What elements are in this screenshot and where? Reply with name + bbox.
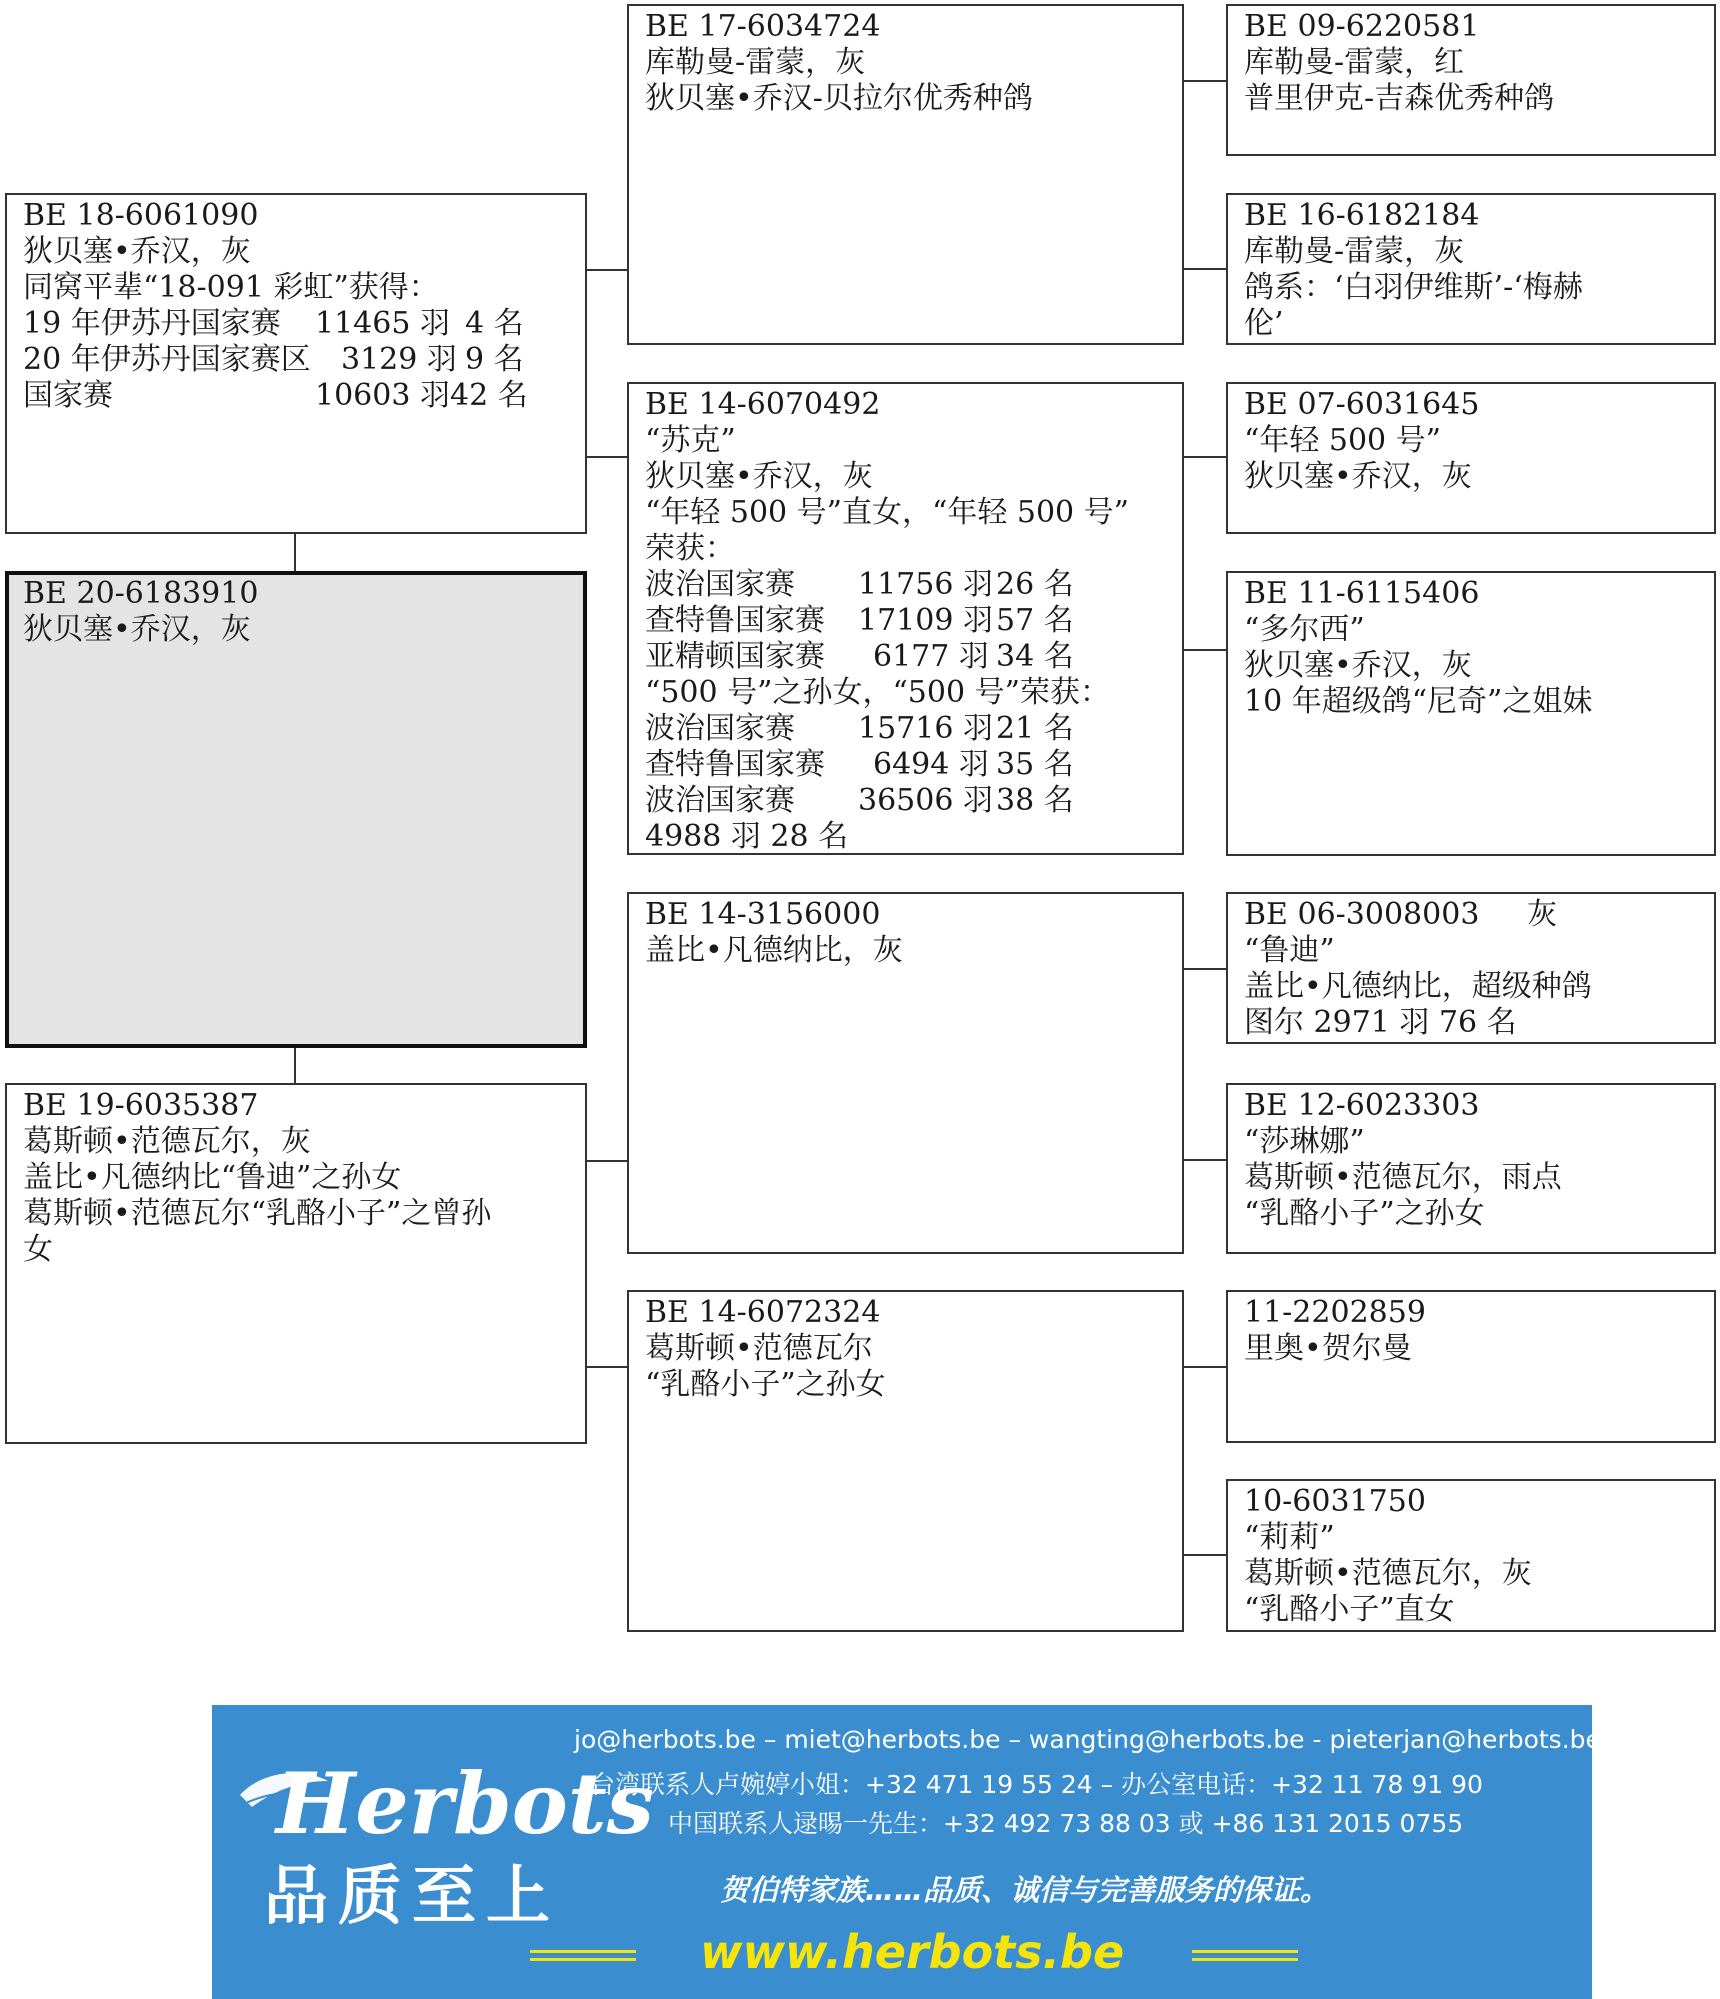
ring-number: 11-2202859 (1244, 1295, 1426, 1330)
note: 女 (23, 1232, 53, 1267)
ring-number: BE 11-6115406 (1244, 576, 1480, 611)
breeder-color: 盖比•凡德纳比，灰 (645, 933, 903, 968)
note: 狄贝塞•乔汉-贝拉尔优秀种鸽 (645, 81, 1033, 116)
tagline: 贺伯特家族……品质、诚信与完善服务的保证。 (720, 1873, 1330, 1907)
ring-number: BE 18-6061090 (23, 198, 259, 233)
breeder-color: 葛斯顿•范德瓦尔，雨点 (1244, 1160, 1562, 1195)
connector (294, 1047, 296, 1084)
sire-sire-dam-card (1226, 193, 1716, 345)
placement: 9 名 (465, 342, 524, 377)
connector (584, 269, 629, 271)
pigeon-name: “莎琳娜” (1244, 1124, 1365, 1159)
connector (584, 1160, 629, 1162)
race-name: 波治国家赛 (645, 567, 795, 602)
sire-dam-card (627, 382, 1184, 855)
breeder-color: 库勒曼-雷蒙，红 (1244, 45, 1465, 80)
dam-card (5, 1083, 587, 1444)
bird-count: 6177 羽 (873, 639, 989, 674)
pigeon-name: “年轻 500 号” (1244, 423, 1442, 458)
breeder-color: 葛斯顿•范德瓦尔 (645, 1331, 873, 1366)
sire-sire-sire-card (1226, 4, 1716, 156)
note: “500 号”之孙女，“500 号”荣获： (645, 675, 1110, 710)
race-name: 波治国家赛 (645, 711, 795, 746)
note: “乳酪小子”之孙女 (645, 1367, 886, 1402)
breeder-color: 库勒曼-雷蒙，灰 (645, 45, 866, 80)
decorative-rule (530, 1958, 636, 1961)
race-name: 19 年伊苏丹国家赛 (23, 306, 281, 341)
bird-count: 11756 羽 (858, 567, 993, 602)
website-link[interactable]: www.herbots.be (700, 1925, 1125, 1979)
ring-number: BE 20-6183910 (23, 576, 259, 611)
ring-number: BE 17-6034724 (645, 9, 881, 44)
result-row (645, 711, 1166, 747)
china-contact: 中国联系人逯晹一先生：+32 492 73 88 03 或 +86 131 2015 0755 (668, 1809, 1464, 1838)
race-name: 查特鲁国家赛 (645, 603, 825, 638)
placement: 42 名 (450, 378, 528, 413)
pigeon-name: “鲁迪” (1244, 933, 1335, 968)
placement: 21 名 (996, 711, 1074, 746)
note: 10 年超级鸽“尼奇”之姐妹 (1244, 684, 1593, 719)
dam-sire-card (627, 892, 1184, 1254)
email-line: jo@herbots.be – miet@herbots.be – wangting@herbots.be - pieterjan@herbots.be (574, 1725, 1601, 1754)
taiwan-contact: 台湾联系人卢婉婷小姐：+32 471 19 55 24 – 办公室电话：+32 11 78 91 90 (590, 1770, 1483, 1799)
herbots-logo (232, 1741, 654, 1861)
note: 同窝平辈“18-091 彩虹”获得： (23, 270, 439, 305)
connector (1182, 456, 1227, 458)
breeder-color: 狄贝塞•乔汉，灰 (645, 459, 873, 494)
note: 荣获： (645, 531, 735, 566)
result-row (645, 639, 1166, 675)
breeder-color: 盖比•凡德纳比，超级种鸽 (1244, 969, 1592, 1004)
breeder-color: 狄贝塞•乔汉，灰 (1244, 459, 1472, 494)
decorative-rule (1192, 1950, 1298, 1953)
subject-pigeon-card (5, 571, 587, 1048)
connector (584, 456, 629, 458)
breeder-color: 狄贝塞•乔汉，灰 (1244, 648, 1472, 683)
note: 普里伊克-吉森优秀种鸽 (1244, 81, 1555, 116)
breeder-color: 狄贝塞•乔汉，灰 (23, 234, 251, 269)
ring-number: BE 14-6072324 (645, 1295, 881, 1330)
feather-icon (232, 1741, 654, 1861)
result-row (645, 603, 1166, 639)
breeder-color: 里奥•贺尔曼 (1244, 1331, 1412, 1366)
connector (1182, 649, 1227, 651)
breeder-color: 葛斯顿•范德瓦尔，灰 (1244, 1556, 1532, 1591)
ring-number: BE 16-6182184 (1244, 198, 1480, 233)
decorative-rule (530, 1950, 636, 1953)
ring-number: BE 19-6035387 (23, 1088, 259, 1123)
breeder-color: 库勒曼-雷蒙，灰 (1244, 234, 1465, 269)
placement: 26 名 (996, 567, 1074, 602)
note: “年轻 500 号”直女，“年轻 500 号” (645, 495, 1130, 530)
bird-count: 36506 羽 (858, 783, 993, 818)
pigeon-name: “莉莉” (1244, 1520, 1335, 1555)
race-name: 20 年伊苏丹国家赛区 (23, 342, 311, 377)
dam-sire-sire-card (1226, 892, 1716, 1044)
result-row (23, 378, 569, 414)
connector (1182, 268, 1227, 270)
result-row (645, 783, 1166, 819)
pigeon-name: “多尔西” (1244, 612, 1365, 647)
breeder-color: 狄贝塞•乔汉，灰 (23, 612, 251, 647)
result-row (23, 306, 569, 342)
footer-banner (212, 1705, 1601, 1999)
slogan: 品质至上 (264, 1860, 560, 1934)
sire-card (5, 193, 587, 534)
connector (1182, 1554, 1227, 1556)
ring-number: BE 06-3008003 灰 (1244, 897, 1558, 932)
race-name: 波治国家赛 (645, 783, 795, 818)
dam-dam-dam-card (1226, 1479, 1716, 1632)
sire-dam-dam-card (1226, 571, 1716, 856)
svg-text:Herbots: Herbots (276, 1754, 654, 1853)
result-row (645, 747, 1166, 783)
connector (1182, 1159, 1227, 1161)
placement: 4 名 (465, 306, 524, 341)
note: “乳酪小子”直女 (1244, 1592, 1455, 1627)
connector (1182, 968, 1227, 970)
note: 4988 羽 28 名 (645, 819, 849, 854)
bird-count: 11465 羽 (315, 306, 450, 341)
race-name: 国家赛 (23, 378, 113, 413)
race-name: 亚精顿国家赛 (645, 639, 825, 674)
note: 盖比•凡德纳比“鲁迪”之孙女 (23, 1160, 402, 1195)
ring-number: 10-6031750 (1244, 1484, 1426, 1519)
ring-number: BE 09-6220581 (1244, 9, 1480, 44)
note: “乳酪小子”之孙女 (1244, 1196, 1485, 1231)
ring-number: BE 12-6023303 (1244, 1088, 1480, 1123)
bird-count: 3129 羽 (341, 342, 457, 377)
ring-number: BE 07-6031645 (1244, 387, 1480, 422)
placement: 34 名 (996, 639, 1074, 674)
note: 伦’ (1244, 306, 1284, 341)
connector (1182, 1366, 1227, 1368)
bird-count: 17109 羽 (858, 603, 993, 638)
ring-number: BE 14-6070492 (645, 387, 881, 422)
bird-count: 6494 羽 (873, 747, 989, 782)
dam-dam-sire-card (1226, 1290, 1716, 1443)
sire-dam-sire-card (1226, 382, 1716, 534)
note: 鸽系：‘白羽伊维斯’-‘梅赫 (1244, 270, 1583, 305)
dam-dam-card (627, 1290, 1184, 1632)
placement: 38 名 (996, 783, 1074, 818)
decorative-rule (1192, 1958, 1298, 1961)
connector (294, 533, 296, 572)
dam-sire-dam-card (1226, 1083, 1716, 1254)
note: 图尔 2971 羽 76 名 (1244, 1005, 1517, 1040)
placement: 35 名 (996, 747, 1074, 782)
pigeon-name: “苏克” (645, 423, 736, 458)
result-row (23, 342, 569, 378)
connector (1182, 80, 1227, 82)
placement: 57 名 (996, 603, 1074, 638)
bird-count: 10603 羽 (315, 378, 450, 413)
sire-sire-card (627, 4, 1184, 345)
race-name: 查特鲁国家赛 (645, 747, 825, 782)
note: 葛斯顿•范德瓦尔“乳酪小子”之曾孙 (23, 1196, 492, 1231)
result-row (645, 567, 1166, 603)
breeder-color: 葛斯顿•范德瓦尔，灰 (23, 1124, 311, 1159)
connector (584, 1366, 629, 1368)
ring-number: BE 14-3156000 (645, 897, 881, 932)
bird-count: 15716 羽 (858, 711, 993, 746)
